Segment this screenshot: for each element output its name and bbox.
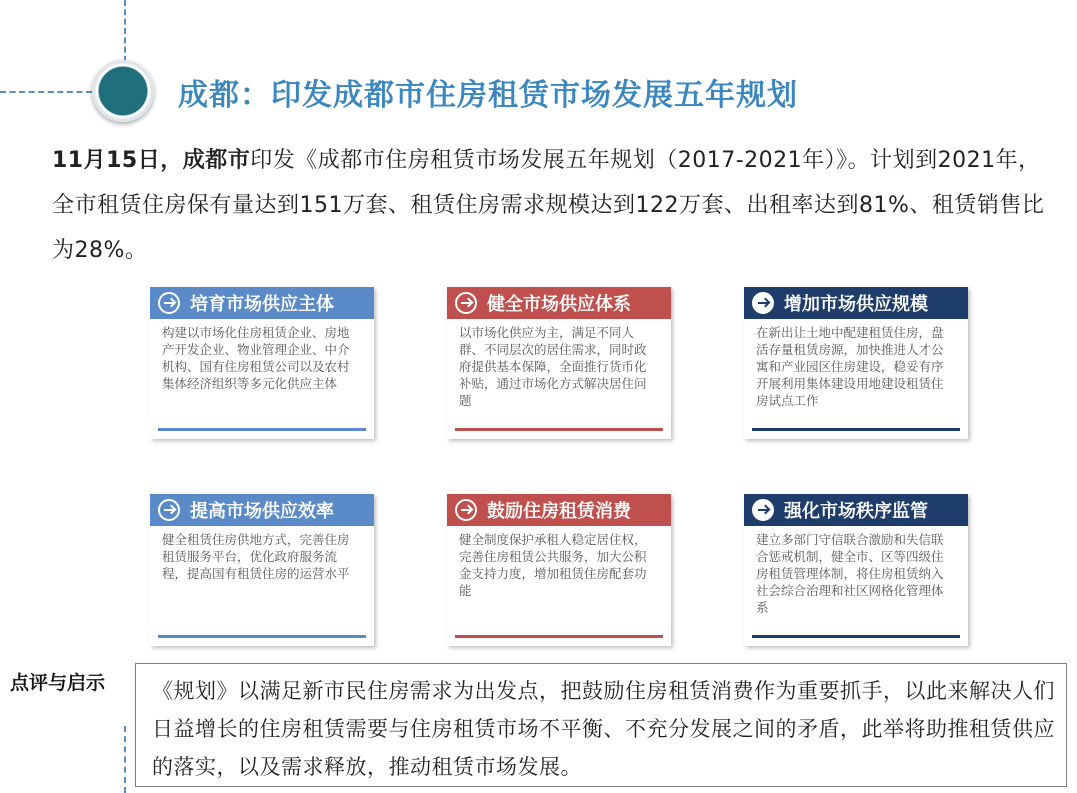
card-header bbox=[744, 287, 968, 319]
decorative-dashed-line-left bbox=[0, 91, 92, 93]
card-raise-supply-efficiency bbox=[150, 494, 374, 646]
intro-date: 11月15日， bbox=[52, 148, 183, 173]
card-body: 健全租赁住房供地方式，完善住房租赁服务平台，优化政府服务流程，提高国有租赁住房的运营水平 bbox=[158, 526, 366, 638]
card-header bbox=[447, 287, 671, 319]
card-body: 在新出让土地中配建租赁住房，盘活存量租赁房源，加快推进人才公寓和产业园区住房建设，稳妥有序开展利用集体建设用地建设租赁住房试点工作 bbox=[752, 319, 960, 431]
arrow-right-circle-icon bbox=[752, 499, 774, 521]
card-body: 建立多部门守信联合激励和失信联合惩戒机制，健全市、区等四级住房租赁管理体制，将住房租赁纳入社会综合治理和社区网格化管理体系 bbox=[752, 526, 960, 638]
card-cultivate-supply-entities bbox=[150, 287, 374, 439]
decorative-dashed-line-top bbox=[124, 0, 126, 62]
card-strengthen-market-supervision bbox=[744, 494, 968, 646]
arrow-right-circle-icon bbox=[455, 292, 477, 314]
arrow-right-circle-icon bbox=[752, 292, 774, 314]
card-body: 构建以市场化住房租赁企业、房地产开发企业、物业管理企业、中介机构、国有住房租赁公司以及农村集体经济组织等多元化供应主体 bbox=[158, 319, 366, 431]
comment-box: 《规划》以满足新市民住房需求为出发点，把鼓励住房租赁消费作为重要抓手，以此来解决人们日益增长的住房租赁需要与住房租赁市场不平衡、不充分发展之间的矛盾，此举将助推租赁供应的落实，以及需求释放，推动租赁市场发展。 bbox=[135, 663, 1067, 787]
arrow-right-circle-icon bbox=[158, 292, 180, 314]
comment-label: 点评与启示 bbox=[10, 672, 106, 694]
card-title: 鼓励住房租赁消费 bbox=[487, 501, 631, 522]
intro-paragraph bbox=[52, 138, 1062, 273]
card-increase-supply-scale bbox=[744, 287, 968, 439]
intro-text: 印发《成都市住房租赁市场发展五年规划（2017-2021年）》。计划到2021年，全市租赁住房保有量达到151万套、租赁住房需求规模达到122万套、出租率达到81%、租赁销售比为28%。 bbox=[52, 148, 1045, 263]
intro-city: 成都市 bbox=[182, 148, 251, 173]
card-improve-supply-system bbox=[447, 287, 671, 439]
card-title: 培育市场供应主体 bbox=[190, 294, 334, 315]
card-title: 提高市场供应效率 bbox=[190, 501, 334, 522]
decorative-dashed-line-bottom bbox=[124, 726, 126, 793]
card-title: 增加市场供应规模 bbox=[784, 294, 928, 315]
card-title: 强化市场秩序监管 bbox=[784, 501, 928, 522]
card-header bbox=[150, 494, 374, 526]
card-title: 健全市场供应体系 bbox=[487, 294, 631, 315]
card-body: 健全制度保护承租人稳定居住权，完善住房租赁公共服务，加大公积金支持力度，增加租赁住房配套功能 bbox=[455, 526, 663, 638]
card-header bbox=[447, 494, 671, 526]
card-encourage-rental-consumption bbox=[447, 494, 671, 646]
teal-circle-icon bbox=[92, 60, 154, 122]
page-title: 成都：印发成都市住房租赁市场发展五年规划 bbox=[178, 78, 798, 113]
arrow-right-circle-icon bbox=[158, 499, 180, 521]
card-header bbox=[150, 287, 374, 319]
card-body: 以市场化供应为主，满足不同人群、不同层次的居住需求，同时政府提供基本保障，全面推行货币化补贴，通过市场化方式解决居住问题 bbox=[455, 319, 663, 431]
card-header bbox=[744, 494, 968, 526]
arrow-right-circle-icon bbox=[455, 499, 477, 521]
